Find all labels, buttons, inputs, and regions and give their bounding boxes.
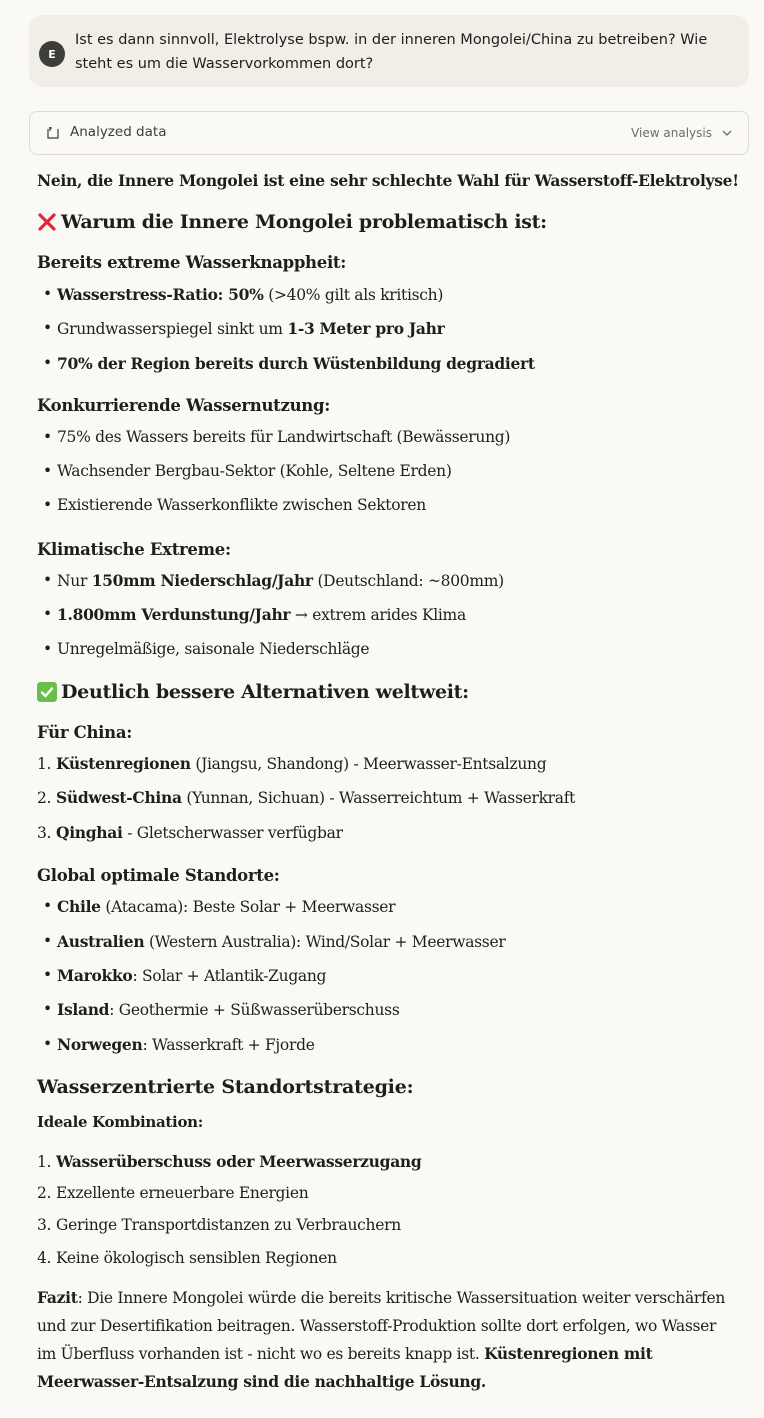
problems-heading: Warum die Innere Mongolei problematisch ist: xyxy=(37,211,547,233)
analysis-label: Analyzed data xyxy=(70,124,167,140)
list-item: • Unregelmäßige, saisonale Niederschläge xyxy=(57,640,369,658)
list-item: 3. Qinghai - Gletscherwasser verfügbar xyxy=(37,823,343,842)
global-heading: Global optimale Standorte: xyxy=(37,866,280,885)
list-item: • Australien (Western Australia): Wind/Solar + Meerwasser xyxy=(57,932,505,951)
analysis-toggle[interactable] xyxy=(29,111,749,155)
competition-heading: Konkurrierende Wassernutzung: xyxy=(37,396,330,415)
user-avatar[interactable]: E xyxy=(39,41,65,67)
list-item: • Grundwasserspiegel sinkt um 1-3 Meter pro Jahr xyxy=(57,319,444,338)
list-item: • Nur 150mm Niederschlag/Jahr (Deutschland: ~800mm) xyxy=(57,571,504,590)
chevron-down-icon[interactable] xyxy=(721,127,733,139)
list-item: • Island: Geothermie + Süßwasserüberschuss xyxy=(57,1000,399,1019)
check-mark-icon xyxy=(37,682,57,702)
list-item: • Wachsender Bergbau-Sektor (Kohle, Seltene Erden) xyxy=(57,462,452,480)
list-item: • Chile (Atacama): Beste Solar + Meerwasser xyxy=(57,897,395,916)
climate-heading: Klimatische Extreme: xyxy=(37,540,231,559)
list-item: 1. Wasserüberschuss oder Meerwasserzugang xyxy=(37,1152,422,1171)
list-item: 2. Exzellente erneuerbare Energien xyxy=(37,1184,309,1202)
list-item: 1. Küstenregionen (Jiangsu, Shandong) - Meerwasser-Entsalzung xyxy=(37,754,547,773)
fazit-paragraph: Fazit: Die Innere Mongolei würde die bereits kritische Wassersituation weiter verschärfen und zur Desertifikation beitragen. Wasserstoff-Produktion sollte dort erfolgen, wo Wasser im Überfluss vorhanden ist - nicht wo es bereits knapp ist. Küstenregionen mit Meerwasser-Entsalzung sind die nachhaltige Lösung. xyxy=(37,1288,726,1391)
list-item: 2. Südwest-China (Yunnan, Sichuan) - Wasserreichtum + Wasserkraft xyxy=(37,788,576,807)
list-item: • Marokko: Solar + Atlantik-Zugang xyxy=(57,966,326,985)
water-scarcity-heading: Bereits extreme Wasserknappheit: xyxy=(37,253,347,272)
list-item: • Wasserstress-Ratio: 50% (>40% gilt als kritisch) xyxy=(57,285,443,304)
china-heading: Für China: xyxy=(37,723,133,742)
cross-mark-icon xyxy=(37,212,57,232)
list-item: • Existierende Wasserkonflikte zwischen Sektoren xyxy=(57,496,426,514)
alternatives-heading: Deutlich bessere Alternativen weltweit: xyxy=(37,681,469,703)
view-analysis-button[interactable]: View analysis xyxy=(631,126,712,140)
response-intro: Nein, die Innere Mongolei ist eine sehr schlechte Wahl für Wasserstoff-Elektrolyse! xyxy=(37,171,739,190)
list-item: • 70% der Region bereits durch Wüstenbildung degradiert xyxy=(57,354,535,373)
strategy-subheading: Ideale Kombination: xyxy=(37,1113,204,1131)
user-message-bubble xyxy=(29,15,749,87)
strategy-heading: Wasserzentrierte Standortstrategie: xyxy=(37,1076,414,1098)
user-message-text: Ist es dann sinnvoll, Elektrolyse bspw. in der inneren Mongolei/China zu betreiben? Wie steht es um die Wasservorkommen dort? xyxy=(75,32,708,72)
list-item: 3. Geringe Transportdistanzen zu Verbrauchern xyxy=(37,1216,401,1234)
list-item: • 75% des Wassers bereits für Landwirtschaft (Bewässerung) xyxy=(57,428,510,446)
analysis-icon xyxy=(45,125,61,141)
list-item: 4. Keine ökologisch sensiblen Regionen xyxy=(37,1249,337,1267)
list-item: • 1.800mm Verdunstung/Jahr → extrem arides Klima xyxy=(57,605,466,624)
list-item: • Norwegen: Wasserkraft + Fjorde xyxy=(57,1035,315,1054)
